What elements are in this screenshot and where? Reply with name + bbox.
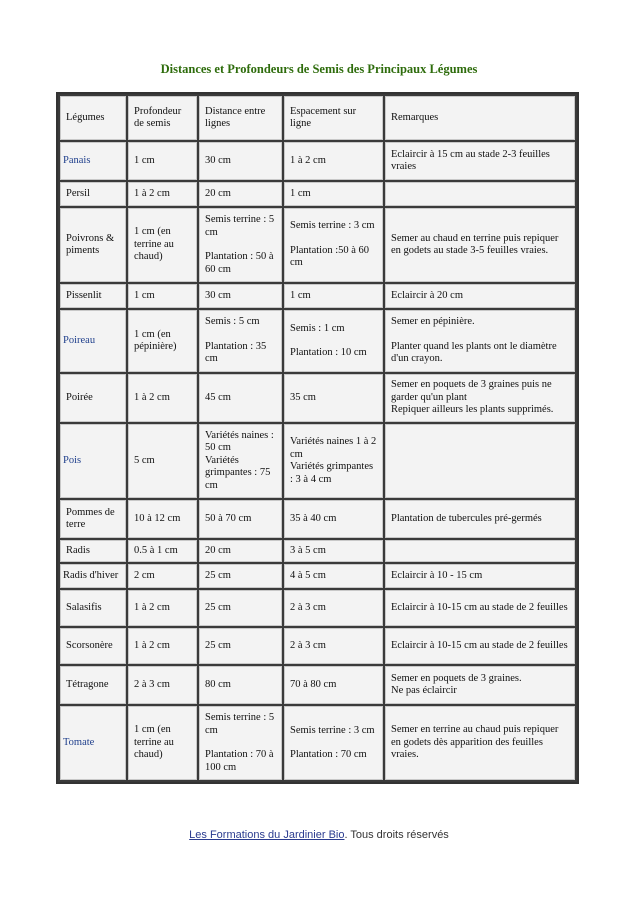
row-spacing-climbing: Variétés grimpantes : 3 à 4 cm: [290, 461, 374, 485]
vegetable-name: Radis d'hiver: [60, 564, 126, 588]
vegetable-name: Scorsonère: [60, 628, 126, 664]
vegetable-name: Poireau: [60, 310, 126, 372]
row-spacing: [284, 424, 383, 498]
vegetable-name: Tomate: [60, 706, 126, 780]
row-distance: 25 cm: [199, 590, 282, 626]
remarks: [385, 374, 575, 422]
row-distance: 45 cm: [199, 374, 282, 422]
row-distance: 30 cm: [199, 284, 282, 308]
row-spacing-sowing: Semis terrine : 3 cm: [290, 220, 375, 232]
table-header-row: [60, 96, 575, 140]
row-spacing: 3 à 5 cm: [284, 540, 383, 562]
row-distance: 80 cm: [199, 666, 282, 704]
table-row: [60, 500, 575, 538]
footer: [0, 829, 638, 841]
remarks-line-2: Ne pas éclaircir: [391, 685, 457, 696]
footer-link[interactable]: Les Formations du Jardinier Bio: [189, 829, 345, 841]
remarks: Eclaircir à 10-15 cm au stade de 2 feuilles: [385, 590, 575, 626]
sowing-depth: 1 cm (en terrine au chaud): [128, 208, 197, 282]
row-distance: 25 cm: [199, 628, 282, 664]
sowing-depth: 1 cm (en terrine au chaud): [128, 706, 197, 780]
remarks: [385, 666, 575, 704]
row-distance-sowing: Semis : 5 cm: [205, 316, 260, 328]
remarks: [385, 310, 575, 372]
remarks: Eclaircir à 10-15 cm au stade de 2 feuilles: [385, 628, 575, 664]
row-spacing: [284, 208, 383, 282]
row-spacing: [284, 706, 383, 780]
sowing-depth: 1 à 2 cm: [128, 374, 197, 422]
remarks-line-1: Semer en poquets de 3 graines.: [391, 672, 522, 684]
row-distance: 30 cm: [199, 142, 282, 180]
row-spacing: 1 cm: [284, 182, 383, 206]
row-spacing-sowing: Semis terrine : 3 cm: [290, 724, 375, 736]
table-row: [60, 666, 575, 704]
table-row: [60, 706, 575, 780]
sowing-depth: 1 à 2 cm: [128, 182, 197, 206]
footer-copyright: . Tous droits réservés: [344, 829, 449, 841]
header-legumes: Légumes: [60, 96, 126, 140]
row-spacing-sowing: Semis : 1 cm: [290, 322, 345, 334]
vegetable-name: Pois: [60, 424, 126, 498]
sowing-depth: 2 cm: [128, 564, 197, 588]
row-spacing: 35 cm: [284, 374, 383, 422]
remarks: [385, 424, 575, 498]
remarks: Eclaircir à 10 - 15 cm: [385, 564, 575, 588]
row-distance-planting: Plantation : 50 à 60 cm: [205, 251, 274, 275]
vegetable-name: Panais: [60, 142, 126, 180]
remarks-line-1: Semer en pépinière.: [391, 316, 475, 328]
header-profondeur: Profondeur de semis: [128, 96, 197, 140]
remarks-line-1: Semer en poquets de 3 graines puis ne garder qu'un plant: [391, 379, 552, 403]
table-row: [60, 590, 575, 626]
vegetable-name: Poivrons & piments: [60, 208, 126, 282]
remarks: [385, 182, 575, 206]
sowing-depth: 0.5 à 1 cm: [128, 540, 197, 562]
sowing-depth: 5 cm: [128, 424, 197, 498]
row-distance: 20 cm: [199, 540, 282, 562]
row-distance: [199, 310, 282, 372]
row-spacing-planting: Plantation : 10 cm: [290, 347, 367, 358]
row-distance: [199, 706, 282, 780]
table-row: [60, 284, 575, 308]
vegetable-name: Salasifis: [60, 590, 126, 626]
table-row: [60, 424, 575, 498]
sowing-depth: 10 à 12 cm: [128, 500, 197, 538]
row-spacing: 1 à 2 cm: [284, 142, 383, 180]
vegetable-name: Persil: [60, 182, 126, 206]
sowing-depth: 2 à 3 cm: [128, 666, 197, 704]
row-distance: 20 cm: [199, 182, 282, 206]
remarks: Semer au chaud en terrine puis repiquer en godets au stade 3-5 feuilles vraies.: [385, 208, 575, 282]
vegetable-sowing-table: [56, 92, 579, 784]
table-row: [60, 142, 575, 180]
row-spacing: 70 à 80 cm: [284, 666, 383, 704]
vegetable-name: Poirée: [60, 374, 126, 422]
row-spacing: [284, 310, 383, 372]
row-spacing-planting: Plantation :50 à 60 cm: [290, 244, 370, 269]
row-spacing: 35 à 40 cm: [284, 500, 383, 538]
row-spacing: 1 cm: [284, 284, 383, 308]
sowing-depth: 1 à 2 cm: [128, 628, 197, 664]
row-distance-planting: Plantation : 35 cm: [205, 340, 267, 365]
row-spacing: 2 à 3 cm: [284, 628, 383, 664]
row-distance: [199, 208, 282, 282]
vegetable-name: Tétragone: [60, 666, 126, 704]
sowing-depth: 1 à 2 cm: [128, 590, 197, 626]
row-spacing-dwarf: Variétés naines 1 à 2 cm: [290, 436, 377, 460]
vegetable-name: Radis: [60, 540, 126, 562]
table-row: [60, 564, 575, 588]
table-row: [60, 374, 575, 422]
sowing-depth: 1 cm: [128, 142, 197, 180]
remarks: Semer en terrine au chaud puis repiquer en godets dès apparition des feuilles vraies.: [385, 706, 575, 780]
row-distance-dwarf: Variétés naines : 50 cm: [205, 429, 274, 454]
row-distance: 25 cm: [199, 564, 282, 588]
row-spacing: 2 à 3 cm: [284, 590, 383, 626]
row-distance-sowing: Semis terrine : 5 cm: [205, 712, 275, 736]
remarks: Eclaircir à 20 cm: [385, 284, 575, 308]
row-distance-climbing: Variétés grimpantes : 75 cm: [205, 454, 271, 491]
remarks: Plantation de tubercules pré-germés: [385, 500, 575, 538]
remarks: Eclaircir à 15 cm au stade 2-3 feuilles vraies: [385, 142, 575, 180]
row-distance-planting: Plantation : 70 à 100 cm: [205, 749, 274, 773]
table-row: [60, 182, 575, 206]
table-row: [60, 628, 575, 664]
vegetable-name: Pommes de terre: [60, 500, 126, 538]
header-espacement: Espacement sur ligne: [284, 96, 383, 140]
row-spacing-planting: Plantation : 70 cm: [290, 749, 367, 760]
remarks: [385, 540, 575, 562]
row-distance: 50 à 70 cm: [199, 500, 282, 538]
table-row: [60, 208, 575, 282]
table-row: [60, 540, 575, 562]
row-distance-sowing: Semis terrine : 5 cm: [205, 214, 275, 238]
table-row: [60, 310, 575, 372]
remarks-line-2: Planter quand les plants ont le diamètre d'un crayon.: [391, 340, 557, 365]
document-title: Distances et Profondeurs de Semis des Principaux Légumes: [160, 62, 478, 76]
remarks-line-2: Repiquer ailleurs les plants supprimés.: [391, 404, 554, 416]
vegetable-name: Pissenlit: [60, 284, 126, 308]
sowing-depth: 1 cm (en pépinière): [128, 310, 197, 372]
header-remarques: Remarques: [385, 96, 575, 140]
sowing-depth: 1 cm: [128, 284, 197, 308]
row-spacing: 4 à 5 cm: [284, 564, 383, 588]
header-distance: Distance entre lignes: [199, 96, 282, 140]
row-distance: [199, 424, 282, 498]
